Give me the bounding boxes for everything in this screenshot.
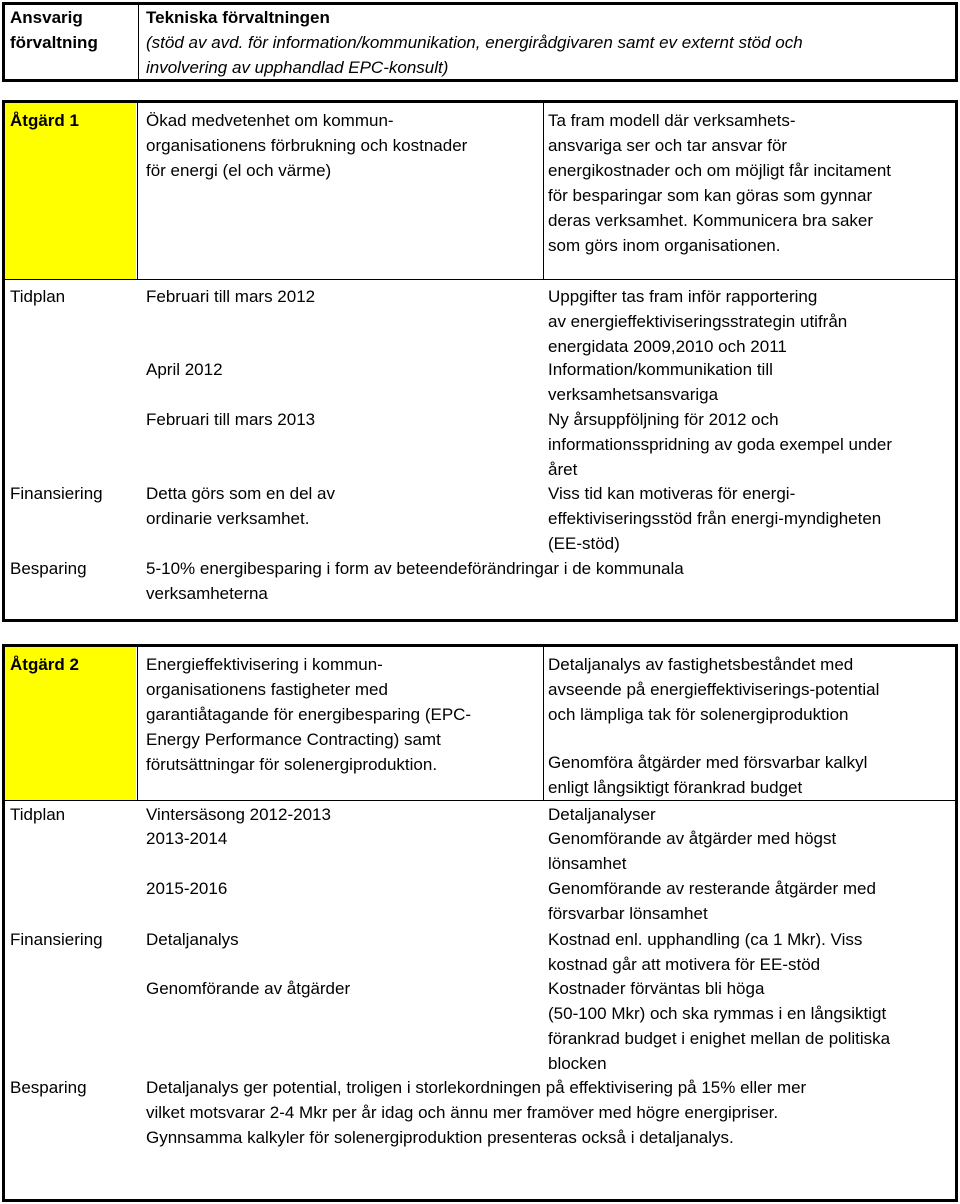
action2-financing-text-1: Kostnad enl. upphandling (ca 1 Mkr). Viss kostnad går att motivera för EE-stöd [548, 930, 863, 974]
action2-label: Åtgärd 2 [10, 655, 79, 674]
action2-description-implementation: Genomföra åtgärder med försvarbar kalkyl enligt långsiktigt förankrad budget [548, 753, 868, 797]
action1-schedule-date-2: April 2012 [146, 360, 223, 379]
action1-schedule-date-1: Februari till mars 2012 [146, 287, 316, 306]
action1-divider-horizontal [5, 279, 955, 280]
action1-description: Ta fram modell där verksamhets- ansvariga ser och tar ansvar för energikostnader och om möjligt får incitament för besparingar som kan göras som gynnar deras verksamhet. Kommunicera bra saker som görs inom organisationen. [548, 111, 891, 255]
action2-schedule-date-1: Vintersäsong 2012-2013 [146, 805, 331, 824]
action1-measure: Ökad medvetenhet om kommun- organisationens förbrukning och kostnader för energi (el och värme) [146, 111, 468, 180]
action2-schedule-date-2: 2013-2014 [146, 829, 228, 848]
header-divider [138, 4, 139, 80]
action2-divider-right [543, 647, 544, 800]
responsible-label: Ansvarig förvaltning [10, 8, 98, 52]
action2-financing-label: Finansiering [10, 930, 103, 949]
action1-schedule-text-3: Ny årsuppföljning för 2012 och informationsspridning av goda exempel under året [548, 410, 892, 479]
department-subtitle: (stöd av avd. för information/kommunikation, energirådgivaren samt ev externt stöd och involvering av upphandlad EPC-konsult) [146, 33, 803, 77]
action2-savings-text: Detaljanalys ger potential, troligen i storlekordningen på effektivisering på 15% eller mer vilket motsvarar 2-4 Mkr per år idag och ännu mer framöver med högre energipriser. Gynnsamma kalkyler för solenergiproduktion presenteras också i detaljanalys. [146, 1078, 807, 1147]
action1-divider-left [137, 103, 138, 279]
department-title: Tekniska förvaltningen [146, 8, 330, 27]
action2-measure: Energieffektivisering i kommun- organisationens fastigheter med garantiåtagande för energibesparing (EPC- Energy Performance Contracting) samt förutsättningar för solenergiproduktion. [146, 655, 472, 774]
action1-schedule-text-2: Information/kommunikation till verksamhetsansvariga [548, 360, 773, 404]
action1-schedule-text-1: Uppgifter tas fram inför rapportering av energieffektiviseringsstrategin utifrån energidata 2009,2010 och 2011 [548, 287, 848, 356]
action2-description-analysis: Detaljanalys av fastighetsbeståndet med avseende på energieffektiviserings-potential och lämpliga tak för solenergiproduktion [548, 655, 880, 724]
action2-schedule-label: Tidplan [10, 805, 66, 824]
action2-financing-item-2: Genomförande av åtgärder [146, 979, 351, 998]
action2-financing-text-2: Kostnader förväntas bli höga (50-100 Mkr) och ska rymmas i en långsiktigt förankrad budget i enighet mellan de politiska blocken [548, 979, 891, 1073]
action2-schedule-text-2: Genomförande av åtgärder med högst lönsamhet [548, 829, 837, 873]
action2-financing-item-1: Detaljanalys [146, 930, 239, 949]
action1-financing-text: Detta görs som en del av ordinarie verksamhet. [146, 484, 335, 528]
action1-divider-right [543, 103, 544, 279]
action1-savings-text: 5-10% energibesparing i form av beteendeförändringar i de kommunala verksamheterna [146, 559, 684, 603]
action1-savings-label: Besparing [10, 559, 87, 578]
action1-schedule-label: Tidplan [10, 287, 66, 306]
action2-divider-left [137, 647, 138, 800]
action1-financing-label: Finansiering [10, 484, 103, 503]
action2-schedule-date-3: 2015-2016 [146, 879, 228, 898]
action2-savings-label: Besparing [10, 1078, 87, 1097]
action1-label: Åtgärd 1 [10, 111, 79, 130]
action1-financing-support: Viss tid kan motiveras för energi- effektiviseringsstöd från energi-myndigheten (EE-stöd) [548, 484, 882, 553]
action2-divider-horizontal [5, 800, 955, 801]
action2-schedule-text-3: Genomförande av resterande åtgärder med försvarbar lönsamhet [548, 879, 876, 923]
action1-schedule-date-3: Februari till mars 2013 [146, 410, 316, 429]
action2-schedule-text-1: Detaljanalyser [548, 805, 656, 824]
